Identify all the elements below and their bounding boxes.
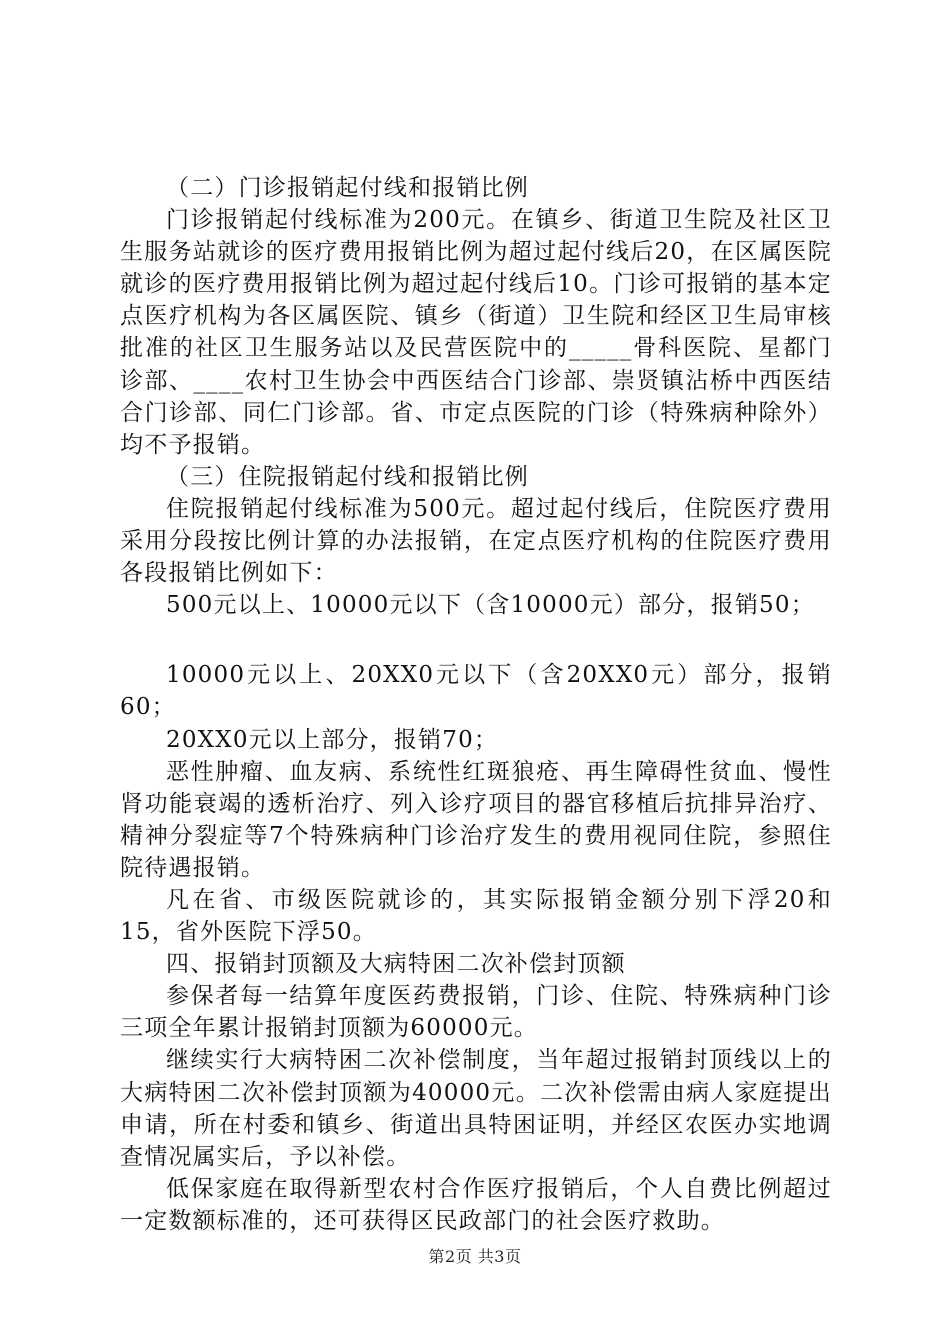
paragraph-low-income-assistance: 低保家庭在取得新型农村合作医疗报销后，个人自费比例超过一定数额标准的，还可获得区民政部门的社会医疗救助。 [120,1175,832,1234]
paragraph-annual-cap: 参保者每一结算年度医药费报销，门诊、住院、特殊病种门诊三项全年累计报销封顶额为60000元。 [120,983,832,1042]
paragraph-tier-3: 20XX0元以上部分，报销70； [166,726,499,753]
paragraph-secondary-compensation: 继续实行大病特困二次补偿制度，当年超过报销封顶线以上的大病特困二次补偿封顶额为40000元。二次补偿需由病人家庭提出申请，所在村委和镇乡、街道出具特困证明，并经区农医办实地调查情况属实后，予以补偿。 [120,1047,832,1170]
paragraph-inpatient-rules: 住院报销起付线标准为500元。超过起付线后，住院医疗费用采用分段按比例计算的办法报销，在定点医疗机构的住院医疗费用各段报销比例如下： [120,495,832,587]
section-heading-cap: 四、报销封顶额及大病特困二次补偿封顶额 [166,951,626,978]
paragraph-hospital-float: 凡在省、市级医院就诊的，其实际报销金额分别下浮20和15，省外医院下浮50。 [120,886,832,946]
paragraph-outpatient-rules: 门诊报销起付线标准为200元。在镇乡、街道卫生院及社区卫生服务站就诊的医疗费用报销比例为超过起付线后20，在区属医院就诊的医疗费用报销比例为超过起付线后10。门诊可报销的基本定点医疗机构为各区属医院、镇乡（街道）卫生院和经区卫生局审核批准的社区卫生服务站以及民营医院中的_____骨科医院、星都门诊部、____农村卫生协会中西医结合门诊部、崇贤镇沾桥中西医结合门诊部、同仁门诊部。省、市定点医院的门诊（特殊病种除外）均不予报销。 [120,207,832,458]
paragraph-tier-2: 10000元以上、20XX0元以下（含20XX0元）部分，报销60； [120,662,832,721]
section-heading-inpatient: （三）住院报销起付线和报销比例 [166,463,529,490]
document-body [120,172,832,1237]
section-heading-outpatient: （二）门诊报销起付线和报销比例 [166,175,529,201]
paragraph-special-diseases: 恶性肿瘤、血友病、系统性红斑狼疮、再生障碍性贫血、慢性肾功能衰竭的透析治疗、列入诊疗项目的器官移植后抗排异治疗、精神分裂症等7个特殊病种门诊治疗发生的费用视同住院，参照住院待遇报销。 [120,758,832,881]
paragraph-tier-1: 500元以上、10000元以下（含10000元）部分，报销50； [166,592,815,619]
page-number-footer: 第2页 共3页 [428,1247,522,1266]
